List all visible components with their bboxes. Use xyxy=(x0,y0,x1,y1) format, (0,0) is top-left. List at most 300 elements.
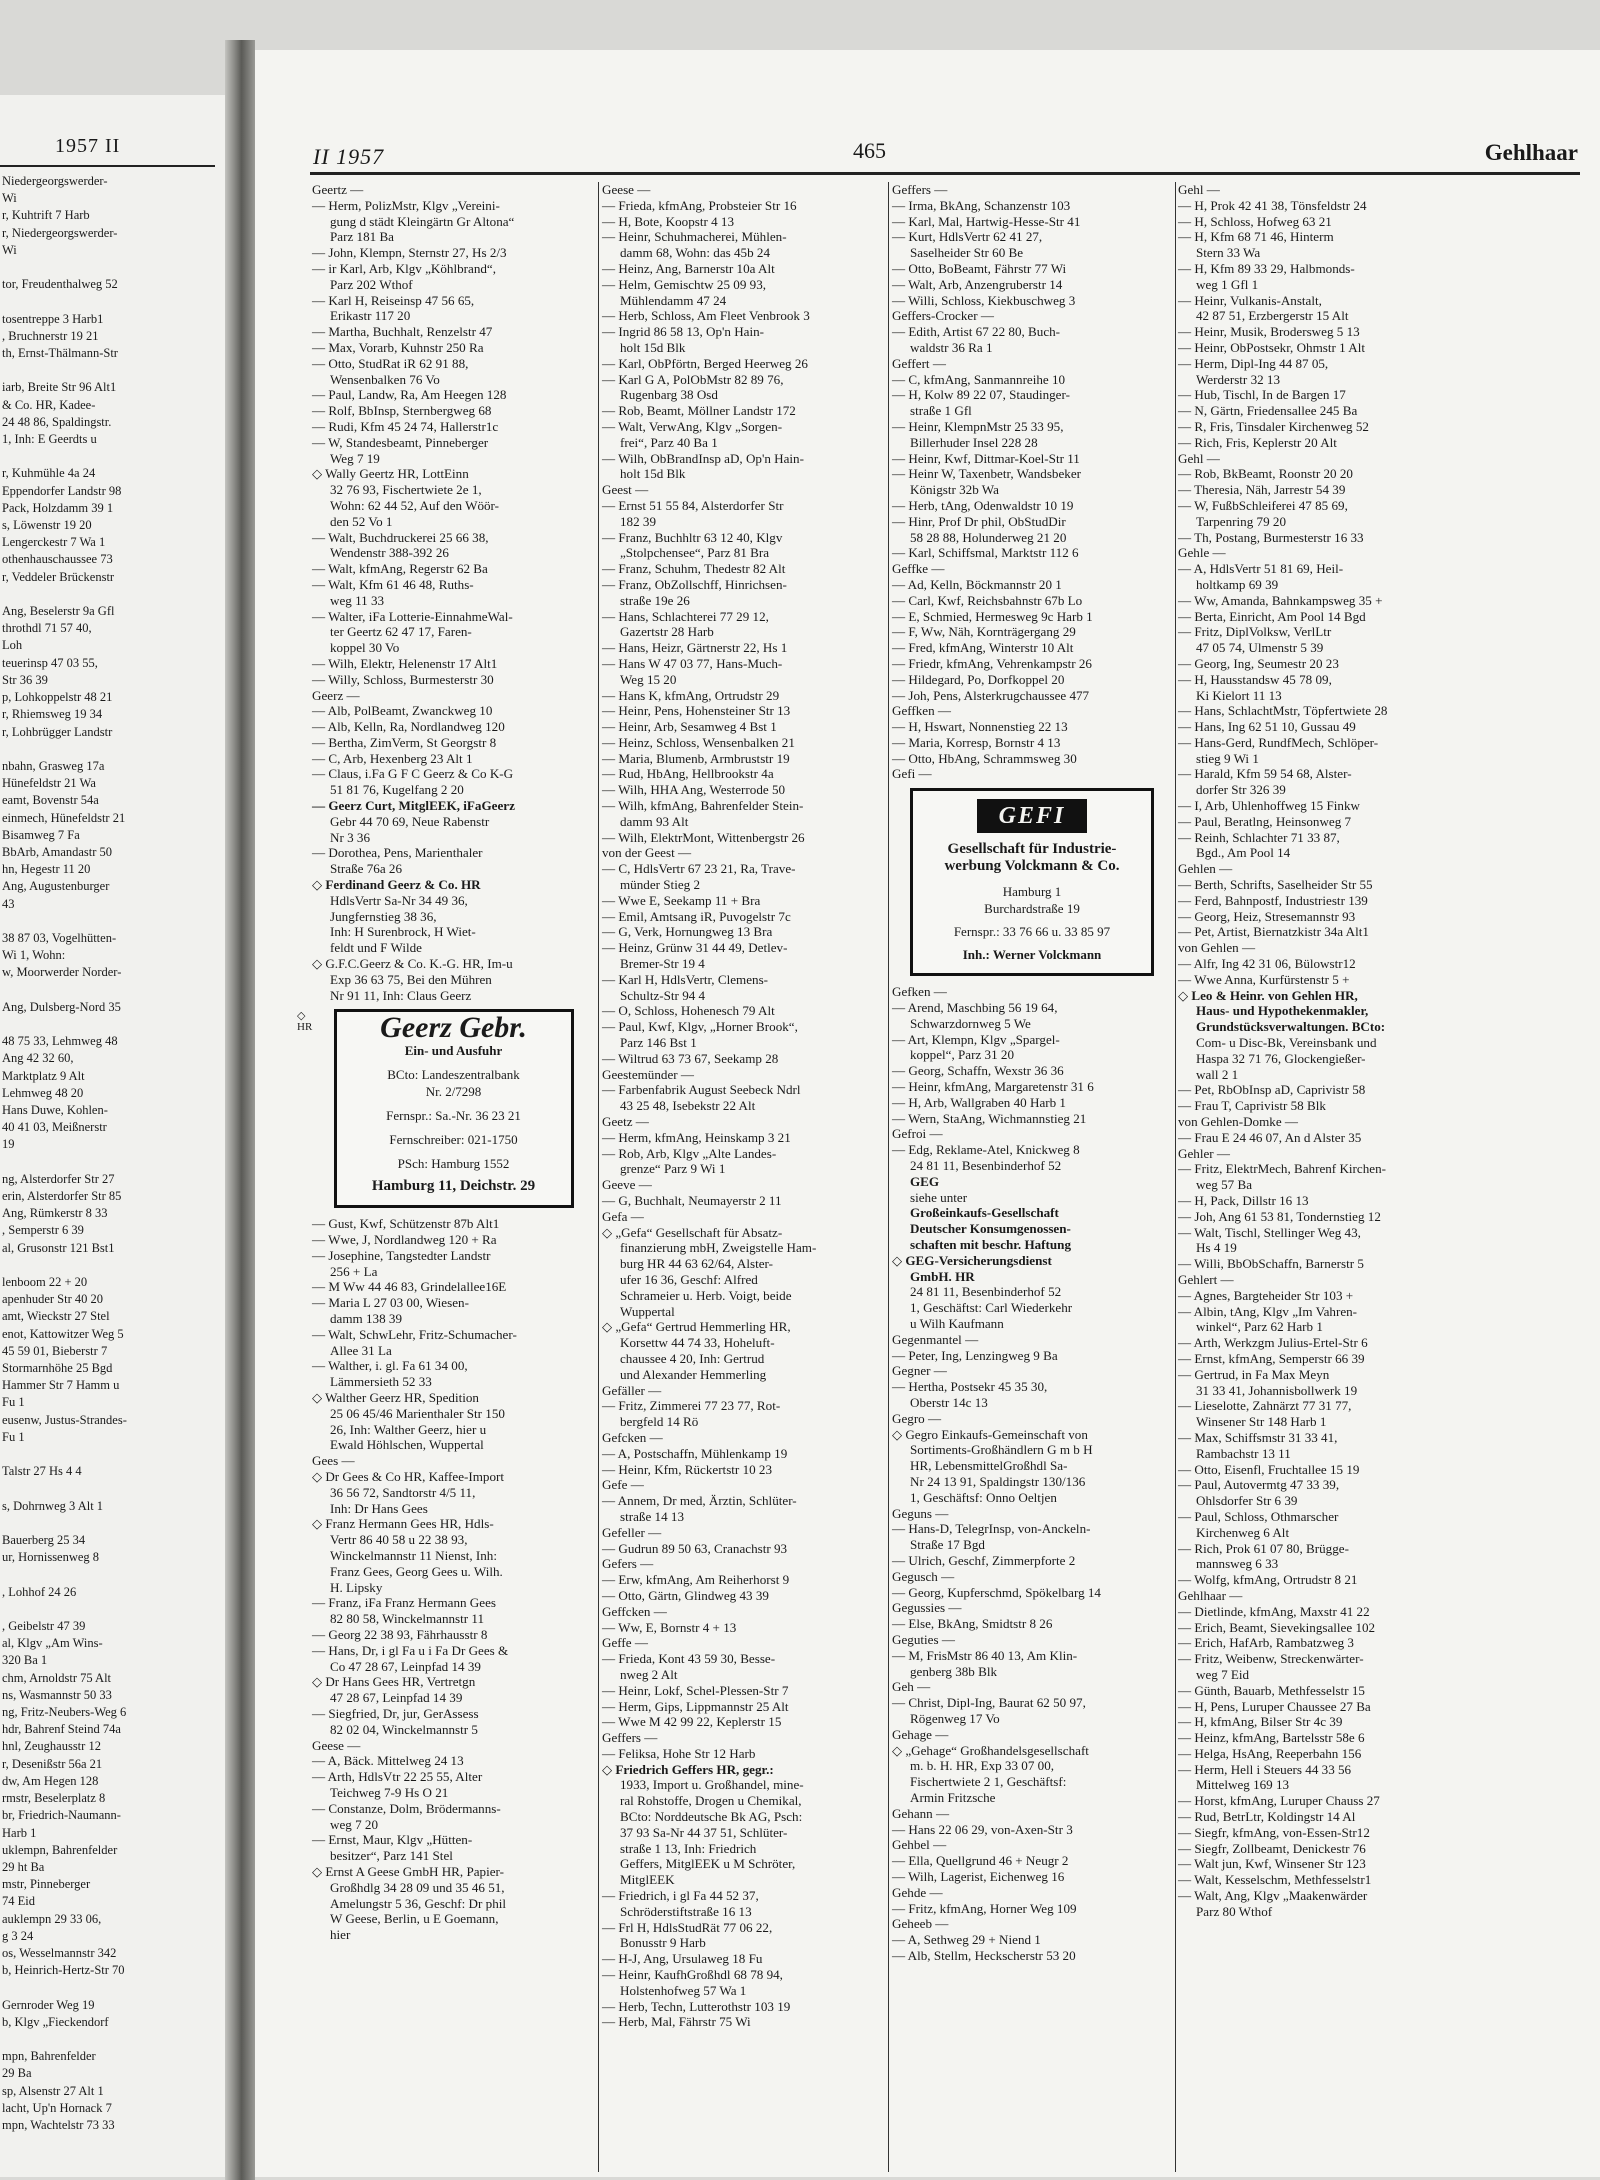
previous-page-line: Ang, Augustenburger xyxy=(2,879,110,894)
directory-heading: Geerz — xyxy=(312,687,360,703)
previous-page-line: r, Veddeler Brückenstr xyxy=(2,569,115,584)
directory-entry: — Ww, Amanda, Bahnkampsweg 35 + xyxy=(1178,592,1383,608)
directory-entry: — Karl H, HdlsVertr, Clemens- xyxy=(602,971,769,987)
directory-entry: Parz 181 Ba xyxy=(330,229,394,245)
directory-heading: Geetz — xyxy=(602,1114,649,1130)
directory-entry: — Farbenfabrik August Seebeck Ndrl xyxy=(602,1082,801,1098)
directory-entry: — Th, Postang, Burmesterstr 16 33 xyxy=(1178,529,1364,545)
directory-entry: waldstr 36 Ra 1 xyxy=(910,339,993,355)
directory-entry: Billerhuder Insel 228 28 xyxy=(910,434,1038,450)
previous-page-line: tosentreppe 3 Harb1 xyxy=(2,311,104,326)
previous-page-line xyxy=(2,2031,212,2048)
directory-heading: Geffke — xyxy=(892,561,945,577)
ad-line: Fernspr.: Sa.-Nr. 36 23 21 xyxy=(386,1108,521,1124)
directory-entry: — H, Kfm 89 33 29, Halbmonds- xyxy=(1178,260,1355,276)
directory-entry: — Heinr, Lokf, Schel-Plessen-Str 7 xyxy=(602,1682,789,1698)
directory-entry: — H, Pens, Luruper Chaussee 27 Ba xyxy=(1178,1698,1371,1714)
directory-entry: — Joh, Pens, Alsterkrugchaussee 477 xyxy=(892,687,1090,703)
directory-entry: feldt und F Wilde xyxy=(330,940,422,956)
column-4 xyxy=(1178,182,1458,2172)
directory-entry: finanzierung mbH, Zweigstelle Ham- xyxy=(620,1240,817,1256)
directory-heading: Geguties — xyxy=(892,1631,955,1647)
directory-entry: damm 68, Wohn: das 45b 24 xyxy=(620,245,771,261)
directory-entry: ◇ Walther Geerz HR, Spedition xyxy=(312,1390,479,1405)
previous-page-line xyxy=(2,1016,212,1033)
directory-entry: Großhdlg 34 28 09 und 35 46 51, xyxy=(330,1879,505,1895)
directory-entry: 24 81 11, Besenbinderhof 52 xyxy=(910,1158,1062,1174)
directory-entry: ufer 16 36, Geschf: Alfred xyxy=(620,1271,758,1287)
directory-entry: — Paul, Kwf, Klgv, „Horner Brook“, xyxy=(602,1019,798,1035)
directory-entry: ◇ Ferdinand Geerz & Co. HR xyxy=(312,877,481,893)
directory-entry: besitzer“, Parz 141 Stel xyxy=(330,1848,453,1864)
ad-line: Nr. 2/7298 xyxy=(425,1084,482,1100)
directory-entry: Parz 202 Wthof xyxy=(330,276,413,292)
directory-heading: Geese — xyxy=(602,182,651,197)
directory-entry: Haspa 32 71 76, Glockengießer- xyxy=(1196,1050,1366,1066)
directory-entry: Ohlsdorfer Str 6 39 xyxy=(1196,1493,1298,1509)
directory-entry: — Hans-D, TelegrInsp, von-Anckeln- xyxy=(892,1521,1091,1537)
directory-entry: 51 81 76, Kugelfang 2 20 xyxy=(330,782,464,798)
directory-entry: — Horst, kfmAng, Luruper Chauss 27 xyxy=(1178,1793,1380,1809)
previous-page-line: 19 xyxy=(2,1137,15,1152)
previous-page-line: Fu 1 xyxy=(2,1395,25,1410)
directory-entry: — Walt, kfmAng, Regerstr 62 Ba xyxy=(312,561,488,577)
directory-entry: — Dorothea, Pens, Marienthaler xyxy=(312,845,483,861)
directory-entry: 182 39 xyxy=(620,513,657,529)
ad-title-line: Gesellschaft für Industrie- xyxy=(947,841,1117,858)
directory-entry: den 52 Vo 1 xyxy=(330,513,393,529)
previous-page-line: , Semperstr 6 39 xyxy=(2,1223,84,1238)
directory-entry: münder Stieg 2 xyxy=(620,877,701,893)
directory-entry: Schrameier u. Herb. Voigt, beide xyxy=(620,1287,792,1303)
directory-entry: Rambachstr 13 11 xyxy=(1196,1445,1291,1461)
directory-entry: — Alfr, Ing 42 31 06, Bülowstr12 xyxy=(1178,956,1356,972)
previous-page-line: nbahn, Grasweg 17a xyxy=(2,758,105,773)
directory-heading: Geffcken — xyxy=(602,1603,667,1619)
directory-entry: Weg 15 20 xyxy=(620,671,677,687)
directory-heading: Geffe — xyxy=(602,1635,648,1651)
directory-entry: Kirchenweg 6 Alt xyxy=(1196,1524,1290,1540)
previous-page-line: th, Ernst-Thälmann-Str xyxy=(2,346,118,361)
previous-page-line xyxy=(2,1480,212,1497)
directory-entry: — G, Verk, Hornungweg 13 Bra xyxy=(602,924,773,940)
directory-entry: — Agnes, Bargteheider Str 103 + xyxy=(1178,1287,1354,1303)
directory-entry: Wendenstr 388-392 26 xyxy=(330,545,449,561)
previous-page-line: r, Rhiemsweg 19 34 xyxy=(2,707,103,722)
directory-entry: BCto: Norddeutsche Bk AG, Psch: xyxy=(620,1809,803,1825)
directory-entry: 36 56 72, Sandtorstr 4/5 11, xyxy=(330,1484,476,1500)
directory-entry: — Geerz Curt, MitglEEK, iFaGeerz xyxy=(312,798,515,814)
previous-page-line: Wi xyxy=(2,191,17,206)
directory-entry: 1, Geschäftst: Carl Wiederkehr xyxy=(910,1300,1073,1316)
directory-entry: — Hans, Ing 62 51 10, Gussau 49 xyxy=(1178,719,1356,735)
directory-entry: grenze“ Parz 9 Wi 1 xyxy=(620,1161,726,1177)
previous-page-line: s, Dohrnweg 3 Alt 1 xyxy=(2,1498,104,1513)
directory-entry: — Fred, kfmAng, Winterstr 10 Alt xyxy=(892,640,1074,656)
directory-entry: — Walt jun, Kwf, Winsener Str 123 xyxy=(1178,1856,1366,1872)
directory-entry: — Paul, Schloss, Othmarscher xyxy=(1178,1508,1339,1524)
directory-entry: nweg 2 Alt xyxy=(620,1666,678,1682)
previous-page-line: w, Moorwerder Norder- xyxy=(2,965,122,980)
directory-entry: — Herb, Schloss, Am Fleet Venbrook 3 xyxy=(602,308,810,324)
directory-entry: — Paul, Landw, Ra, Am Heegen 128 xyxy=(312,387,507,403)
ad-line: Fernspr.: 33 76 66 u. 33 85 97 xyxy=(953,924,1111,940)
previous-page-line: Stormarnhöhe 25 Bgd xyxy=(2,1361,113,1376)
ad-line: Fernschreiber: 021-1750 xyxy=(389,1132,518,1148)
directory-entry: ◇ Leo & Heinr. von Gehlen HR, xyxy=(1178,987,1358,1003)
directory-entry: Teichweg 7-9 Hs O 21 xyxy=(330,1784,449,1800)
directory-entry: — Heinr, ObPostsekr, Ohmstr 1 Alt xyxy=(1178,339,1365,355)
directory-entry: — Else, BkAng, Smidtstr 8 26 xyxy=(892,1616,1053,1632)
directory-entry: — Franz, Buchhltr 63 12 40, Klgv xyxy=(602,529,783,545)
directory-entry: — Annem, Dr med, Ärztin, Schlüter- xyxy=(602,1493,797,1509)
previous-page-line: eamt, Bovenstr 54a xyxy=(2,793,99,808)
previous-page xyxy=(0,95,225,2177)
directory-heading: Geguns — xyxy=(892,1505,949,1521)
previous-page-header: 1957 II xyxy=(55,135,121,157)
directory-entry: Mittelweg 169 13 xyxy=(1196,1777,1290,1793)
directory-heading: Gefken — xyxy=(892,984,947,1000)
previous-page-line: Ang, Rümkerstr 8 33 xyxy=(2,1206,108,1221)
previous-page-line: , Lohhof 24 26 xyxy=(2,1584,77,1599)
directory-entry: — Wwe, J, Nordlandweg 120 + Ra xyxy=(312,1232,497,1248)
directory-heading: Gehlen — xyxy=(1178,861,1233,877)
directory-entry: — Alb, Stellm, Heckscherstr 53 20 xyxy=(892,1947,1076,1963)
directory-entry: — Georg 22 38 93, Fährhausstr 8 xyxy=(312,1626,488,1642)
directory-entry: — Walt, VerwAng, Klgv „Sorgen- xyxy=(602,418,783,434)
previous-page-line: r, Kuhtrift 7 Harb xyxy=(2,208,90,223)
directory-heading: Gehle — xyxy=(1178,545,1226,561)
previous-page-line: auklempn 29 33 06, xyxy=(2,1911,102,1926)
directory-entry: — Georg, Kupferschmd, Spökelbarg 14 xyxy=(892,1584,1101,1600)
previous-page-line: g 3 24 xyxy=(2,1928,34,1943)
directory-entry: Ki Kielort 11 13 xyxy=(1196,687,1282,703)
previous-page-line: sp, Alsenstr 27 Alt 1 xyxy=(2,2083,104,2098)
directory-entry: damm 138 39 xyxy=(330,1311,403,1327)
directory-entry: — Berta, Einricht, Am Pool 14 Bgd xyxy=(1178,608,1366,624)
directory-entry: — Rud, BetrLtr, Koldingstr 14 Al xyxy=(1178,1809,1356,1825)
directory-entry: — E, Schmied, Hermesweg 9c Harb 1 xyxy=(892,608,1093,624)
directory-entry: — Walter, iFa Lotterie-EinnahmeWal- xyxy=(312,608,513,624)
previous-page-line: os, Wesselmannstr 342 xyxy=(2,1945,117,1960)
directory-entry: — Herb, Mal, Fährstr 75 Wi xyxy=(602,2014,751,2030)
directory-entry: weg 7 Eid xyxy=(1196,1666,1250,1682)
previous-page-line: ns, Wasmannstr 50 33 xyxy=(2,1687,112,1702)
directory-entry: holt 15d Blk xyxy=(620,339,686,355)
directory-entry: — Karl, Schiffsmal, Marktstr 112 6 xyxy=(892,545,1079,561)
directory-entry: 82 80 58, Winckelmannstr 11 xyxy=(330,1611,485,1627)
directory-entry: ◇ Wally Geertz HR, LottEinn xyxy=(312,466,469,482)
column-divider xyxy=(1175,182,1176,2172)
directory-entry: — C, kfmAng, Sanmannreihe 10 xyxy=(892,371,1066,387)
previous-page-line: Loh xyxy=(2,638,23,653)
directory-entry: — Siegfr, Zollbeamt, Denickestr 76 xyxy=(1178,1840,1366,1856)
previous-page-line: r, Lohbrügger Landstr xyxy=(2,724,113,739)
directory-entry: — Heinz, Ang, Barnerstr 10a Alt xyxy=(602,260,775,276)
previous-page-line: hdr, Bahrenf Steind 74a xyxy=(2,1722,121,1737)
previous-page-line: apenhuder Str 40 20 xyxy=(2,1292,104,1307)
directory-entry: dorfer Str 326 39 xyxy=(1196,782,1286,798)
directory-entry: Vertr 86 40 58 u 22 38 93, xyxy=(330,1532,468,1548)
directory-entry: — Heinr, Schuhmacherei, Mühlen- xyxy=(602,229,787,245)
directory-entry: — Frieda, kfmAng, Probsteier Str 16 xyxy=(602,197,797,213)
previous-page-line xyxy=(2,982,212,999)
directory-entry: — Walt, Tischl, Stellinger Weg 43, xyxy=(1178,1224,1361,1240)
directory-entry: — Siegfried, Dr, jur, GerAssess xyxy=(312,1705,479,1721)
previous-page-line: mpn, Wachtelstr 73 33 xyxy=(2,2117,115,2132)
previous-page-line: 29 Ba xyxy=(2,2066,32,2081)
directory-entry: — Fritz, Weibenw, Streckenwärter- xyxy=(1178,1651,1364,1667)
ad-line: PSch: Hamburg 1552 xyxy=(397,1156,510,1172)
directory-entry: ◇ Ernst A Geese GmbH HR, Papier- xyxy=(312,1863,505,1879)
directory-entry: — Reinh, Schlachter 71 33 87, xyxy=(1178,829,1340,845)
directory-entry: — H, Hausstandsw 45 78 09, xyxy=(1178,671,1332,687)
previous-page-line: mpn, Bahrenfelder xyxy=(2,2049,96,2064)
previous-page-line xyxy=(2,1154,212,1171)
directory-entry: — Rob, Arb, Klgv „Alte Landes- xyxy=(602,1145,777,1161)
directory-entry: straße 1 Gfl xyxy=(910,403,972,419)
directory-entry: weg 57 Ba xyxy=(1196,1177,1253,1193)
previous-page-line: Hammer Str 7 Hamm u xyxy=(2,1378,120,1393)
directory-entry: Stern 33 Wa xyxy=(1196,245,1261,261)
directory-entry: hier xyxy=(330,1927,351,1943)
previous-page-line xyxy=(2,293,212,310)
previous-page-line: lacht, Up'n Hornack 7 xyxy=(2,2100,112,2115)
volume-label: II 1957 xyxy=(313,144,385,169)
previous-page-line: hnl, Zeughausstr 12 xyxy=(2,1739,101,1754)
previous-page-line: Ang 42 32 60, xyxy=(2,1051,74,1066)
directory-entry: — C, HdlsVertr 67 23 21, Ra, Trave- xyxy=(602,861,796,877)
directory-entry: — Karl, ObPförtn, Berged Heerweg 26 xyxy=(602,355,808,371)
previous-page-line: Wi xyxy=(2,242,17,257)
directory-heading: Gegusch — xyxy=(892,1568,955,1584)
directory-entry: — H, Pack, Dillstr 16 13 xyxy=(1178,1193,1309,1208)
previous-page-line: lenboom 22 + 20 xyxy=(2,1275,88,1289)
directory-heading: Geffers-Crocker — xyxy=(892,308,994,324)
directory-entry: — Rud, HbAng, Hellbrookstr 4a xyxy=(602,766,774,782)
directory-entry: — C, Arb, Hexenberg 23 Alt 1 xyxy=(312,750,473,766)
directory-entry: — Bertha, ZimVerm, St Georgstr 8 xyxy=(312,734,497,750)
ad-address: Hamburg 11, Deichstr. 29 xyxy=(371,1178,536,1195)
directory-entry: Amelungstr 5 36, Geschf: Dr phil xyxy=(330,1895,507,1911)
directory-entry: 256 + La xyxy=(330,1263,378,1279)
directory-entry: Wensenbalken 76 Vo xyxy=(330,371,440,387)
directory-entry: 37 93 Sa-Nr 44 37 51, Schlüter- xyxy=(620,1824,788,1840)
directory-entry: — H, Kfm 68 71 46, Hinterm xyxy=(1178,229,1334,245)
directory-entry: — Ernst 51 55 84, Alsterdorfer Str xyxy=(602,497,784,513)
directory-entry: — Heinr, Pens, Hohensteiner Str 13 xyxy=(602,703,791,719)
directory-entry: — Willy, Schloss, Burmesterstr 30 xyxy=(312,671,494,687)
directory-heading: Gees — xyxy=(312,1453,355,1469)
directory-entry: ◇ Dr Gees & Co HR, Kaffee-Import xyxy=(312,1468,505,1484)
directory-entry: — Wilh, ElektrMont, Wittenbergstr 26 xyxy=(602,829,805,845)
directory-entry: ter Geertz 62 47 17, Faren- xyxy=(330,624,472,640)
directory-entry: — Wwe M 42 99 22, Keplerstr 15 xyxy=(602,1714,782,1730)
directory-entry: gung d städt Kleingärtn Gr Altona“ xyxy=(330,213,515,229)
directory-entry: — F, Ww, Näh, Kornträgergang 29 xyxy=(892,624,1076,640)
directory-heading: Gefeller — xyxy=(602,1524,662,1540)
directory-entry: — Herb, tAng, Odenwaldstr 10 19 xyxy=(892,497,1074,513)
directory-entry: — Hinr, Prof Dr phil, ObStudDir xyxy=(892,513,1066,529)
previous-page-line: , Geibelstr 47 39 xyxy=(2,1619,86,1634)
previous-page-line: 29 ht Ba xyxy=(2,1859,45,1874)
previous-page-line: ng, Alsterdorfer Str 27 xyxy=(2,1171,115,1186)
previous-page-line: 40 41 03, Meißnerstr xyxy=(2,1120,107,1135)
directory-entry: — M, FrisMstr 86 40 13, Am Klin- xyxy=(892,1647,1078,1663)
directory-entry: Weg 7 19 xyxy=(330,450,380,466)
column-3 xyxy=(892,182,1172,2172)
directory-entry: — Herb, Techn, Lutterothstr 103 19 xyxy=(602,1998,791,2014)
directory-entry: — Rich, Prok 61 07 80, Brügge- xyxy=(1178,1540,1349,1556)
ad-line: Ein- und Ausfuhr xyxy=(404,1043,503,1059)
directory-entry: — Wilh, Elektr, Helenenstr 17 Alt1 xyxy=(312,655,498,671)
directory-entry: — Herm, Dipl-Ing 44 87 05, xyxy=(1178,355,1329,371)
directory-entry: Erikastr 117 20 xyxy=(330,308,411,324)
directory-entry: — O, Schloss, Hohenesch 79 Alt xyxy=(602,1003,775,1019)
directory-entry: Nr 24 13 91, Spaldingstr 130/136 xyxy=(910,1473,1086,1489)
directory-entry: ◇ Gegro Einkaufs-Gemeinschaft von xyxy=(892,1426,1088,1442)
directory-entry: — Wern, StaAng, Wichmannstieg 21 xyxy=(892,1110,1087,1126)
directory-entry: — Herm, Gips, Lippmannstr 25 Alt xyxy=(602,1698,789,1714)
directory-entry: — Fritz, DiplVolksw, VerlLtr xyxy=(1178,624,1332,640)
directory-entry: — Rob, BkBeamt, Roonstr 20 20 xyxy=(1178,466,1353,482)
directory-entry: Mühlendamm 47 24 xyxy=(620,292,727,308)
directory-heading: Gehage — xyxy=(892,1726,949,1742)
directory-heading: Geestemünder — xyxy=(602,1066,694,1082)
previous-page-line: erin, Alsterdorfer Str 85 xyxy=(2,1188,122,1203)
directory-entry: — H, Arb, Wallgraben 40 Harb 1 xyxy=(892,1094,1066,1110)
directory-entry: 26, Inh: Walther Geerz, hier u xyxy=(330,1421,487,1437)
previous-page-line: Hans Duwe, Kohlen- xyxy=(2,1102,108,1117)
directory-heading: Gefe — xyxy=(602,1477,644,1493)
directory-entry: Grundstücksverwaltungen. BCto: xyxy=(1196,1019,1386,1035)
directory-entry: 31 33 41, Johannisbollwerk 19 xyxy=(1196,1382,1358,1398)
gefi-logo: GEFI xyxy=(977,799,1087,833)
directory-entry: — H, Schloss, Hofweg 63 21 xyxy=(1178,213,1332,229)
directory-entry: — Georg, Heiz, Stresemannstr 93 xyxy=(1178,908,1356,924)
directory-entry: — A, Bäck. Mittelweg 24 13 xyxy=(312,1753,464,1769)
previous-page-line: mstr, Pinneberger xyxy=(2,1877,91,1892)
directory-entry: Nr 91 11, Inh: Claus Geerz xyxy=(330,987,472,1003)
directory-entry: — Berth, Schrifts, Saselheider Str 55 xyxy=(1178,877,1373,893)
previous-page-line: Harb 1 xyxy=(2,1825,37,1840)
directory-entry: — Frieda, Kont 43 59 30, Besse- xyxy=(602,1651,776,1667)
directory-entry: — Wwe Anna, Kurfürstenstr 5 + xyxy=(1178,971,1350,987)
directory-entry: Inh: Dr Hans Gees xyxy=(330,1500,428,1516)
directory-entry: — Otto, BoBeamt, Fährstr 77 Wi xyxy=(892,260,1067,276)
directory-entry: 47 28 67, Leinpfad 14 39 xyxy=(330,1690,463,1706)
previous-page-line: al, Grusonstr 121 Bst1 xyxy=(2,1240,115,1255)
directory-heading: Geest — xyxy=(602,482,649,498)
directory-entry: — Otto, Gärtn, Glindweg 43 39 xyxy=(602,1587,769,1603)
directory-entry: — Peter, Ing, Lenzingweg 9 Ba xyxy=(892,1347,1058,1363)
directory-entry: Inh: H Surenbrock, H Wiet- xyxy=(330,924,476,940)
previous-page-line xyxy=(2,1257,212,1274)
directory-entry: — Heinr, Vulkanis-Anstalt, xyxy=(1178,292,1322,308)
directory-entry: — Wolfg, kfmAng, Ortrudstr 8 21 xyxy=(1178,1572,1358,1588)
directory-entry: u Wilh Kaufmann xyxy=(910,1316,1004,1332)
directory-entry: — Ingrid 86 58 13, Op'n Hain- xyxy=(602,324,765,340)
directory-entry: — Franz, Schuhm, Thedestr 82 Alt xyxy=(602,561,786,577)
previous-page-line: Str 36 39 xyxy=(2,672,48,687)
directory-heading: Gehann — xyxy=(892,1805,950,1821)
previous-page-line: & Co. HR, Kadee- xyxy=(2,397,96,412)
directory-entry: — Heinz, Schloss, Wensenbalken 21 xyxy=(602,734,795,750)
directory-entry: Exp 36 63 75, Bei den Mühren xyxy=(330,971,492,987)
directory-entry: — A, Sethweg 29 + Niend 1 xyxy=(892,1932,1041,1948)
directory-entry: Gebr 44 70 69, Neue Rabenstr xyxy=(330,813,490,829)
previous-page-line: Lehmweg 48 20 xyxy=(2,1085,84,1100)
directory-entry: — Heinr, KlempnMstr 25 33 95, xyxy=(892,418,1064,434)
directory-entry: Holstenhofweg 57 Wa 1 xyxy=(620,1982,747,1998)
directory-entry: 25 06 45/46 Marienthaler Str 150 xyxy=(330,1405,505,1421)
directory-entry: — Hans-Gerd, RundfMech, Schlöper- xyxy=(1178,734,1379,750)
directory-entry: — Friedr, kfmAng, Vehrenkampstr 26 xyxy=(892,655,1092,671)
directory-entry: — Maria, Korresp, Bornstr 4 13 xyxy=(892,734,1061,750)
ad-line: Inh.: Werner Volckmann xyxy=(962,947,1102,963)
directory-heading: Gefäller — xyxy=(602,1382,662,1398)
directory-entry: — Theresia, Näh, Jarrestr 54 39 xyxy=(1178,482,1346,498)
directory-entry: weg 11 33 xyxy=(330,592,385,608)
directory-entry: ◇ Franz Hermann Gees HR, Hdls- xyxy=(312,1516,494,1532)
directory-entry: straße 1 13, Inh: Friedrich xyxy=(620,1840,757,1856)
directory-entry: — Franz, ObZollschff, Hinrichsen- xyxy=(602,576,787,592)
directory-heading: Gehl — xyxy=(1178,182,1220,197)
directory-entry: — Wilh, Lagerist, Eichenweg 16 xyxy=(892,1868,1065,1884)
directory-entry: — H, Prok 42 41 38, Tönsfeldstr 24 xyxy=(1178,197,1367,213)
directory-entry: — Heinz, kfmAng, Bartelsstr 58e 6 xyxy=(1178,1730,1365,1746)
directory-entry: — Ulrich, Geschf, Zimmerpforte 2 xyxy=(892,1552,1076,1568)
directory-entry: Parz 80 Wthof xyxy=(1196,1903,1273,1919)
previous-page-line: chm, Arnoldstr 75 Alt xyxy=(2,1670,112,1685)
directory-entry: — Friedrich, i gl Fa 44 52 37, xyxy=(602,1888,759,1904)
previous-page-line: 24 48 86, Spaldingstr. xyxy=(2,414,112,429)
running-head: Gehlhaar xyxy=(1484,140,1578,165)
directory-entry: — Georg, Schaffn, Wexstr 36 36 xyxy=(892,1063,1064,1079)
directory-entry: — Erw, kfmAng, Am Reiherhorst 9 xyxy=(602,1572,790,1588)
directory-entry: Parz 146 Bst 1 xyxy=(620,1035,697,1051)
directory-entry: — Otto, Eisenfl, Fruchtallee 15 19 xyxy=(1178,1461,1360,1477)
ad-line: Hamburg 1 xyxy=(1002,884,1062,900)
directory-entry: Bgd., Am Pool 14 xyxy=(1196,845,1291,861)
directory-heading: Geheeb — xyxy=(892,1916,949,1932)
directory-heading: von der Geest — xyxy=(602,845,692,861)
directory-entry: — Josephine, Tangstedter Landstr xyxy=(312,1247,491,1263)
directory-entry: — Frau T, Caprivistr 58 Blk xyxy=(1178,1098,1326,1114)
directory-entry: Tarpenring 79 20 xyxy=(1196,513,1286,529)
directory-entry: — Lieselotte, Zahnärzt 77 31 77, xyxy=(1178,1398,1352,1414)
directory-entry: 43 25 48, Isebekstr 22 Alt xyxy=(620,1098,756,1114)
directory-heading: Geffers — xyxy=(602,1730,658,1746)
directory-entry: Deutscher Konsumgenossen- xyxy=(910,1221,1071,1237)
directory-entry: — Helga, HsAng, Reeperbahn 156 xyxy=(1178,1745,1362,1761)
directory-entry: Straße 17 Bgd xyxy=(910,1537,985,1553)
directory-entry: — Arth, HdlsVtr 22 25 55, Alter xyxy=(312,1769,483,1785)
previous-page-line: Wi 1, Wohn: xyxy=(2,948,66,963)
directory-heading: Gefroi — xyxy=(892,1126,943,1142)
directory-entry: — Dietlinde, kfmAng, Maxstr 41 22 xyxy=(1178,1603,1370,1619)
previous-page-line: , Bruchnerstr 19 21 xyxy=(2,328,99,343)
directory-heading: Gegenmantel — xyxy=(892,1331,979,1347)
directory-entry: — Frau E 24 46 07, An d Alster 35 xyxy=(1178,1129,1362,1145)
directory-entry: — Christ, Dipl-Ing, Baurat 62 50 97, xyxy=(892,1695,1086,1711)
directory-entry: — Feliksa, Hohe Str 12 Harb xyxy=(602,1745,756,1761)
directory-entry: — Fritz, kfmAng, Horner Weg 109 xyxy=(892,1900,1077,1916)
directory-entry: — Franz, iFa Franz Hermann Gees xyxy=(312,1595,496,1611)
directory-entry: — Walt, Kesselschm, Methfesselstr1 xyxy=(1178,1872,1372,1888)
previous-page-line xyxy=(2,586,212,603)
column-2 xyxy=(602,182,885,2172)
